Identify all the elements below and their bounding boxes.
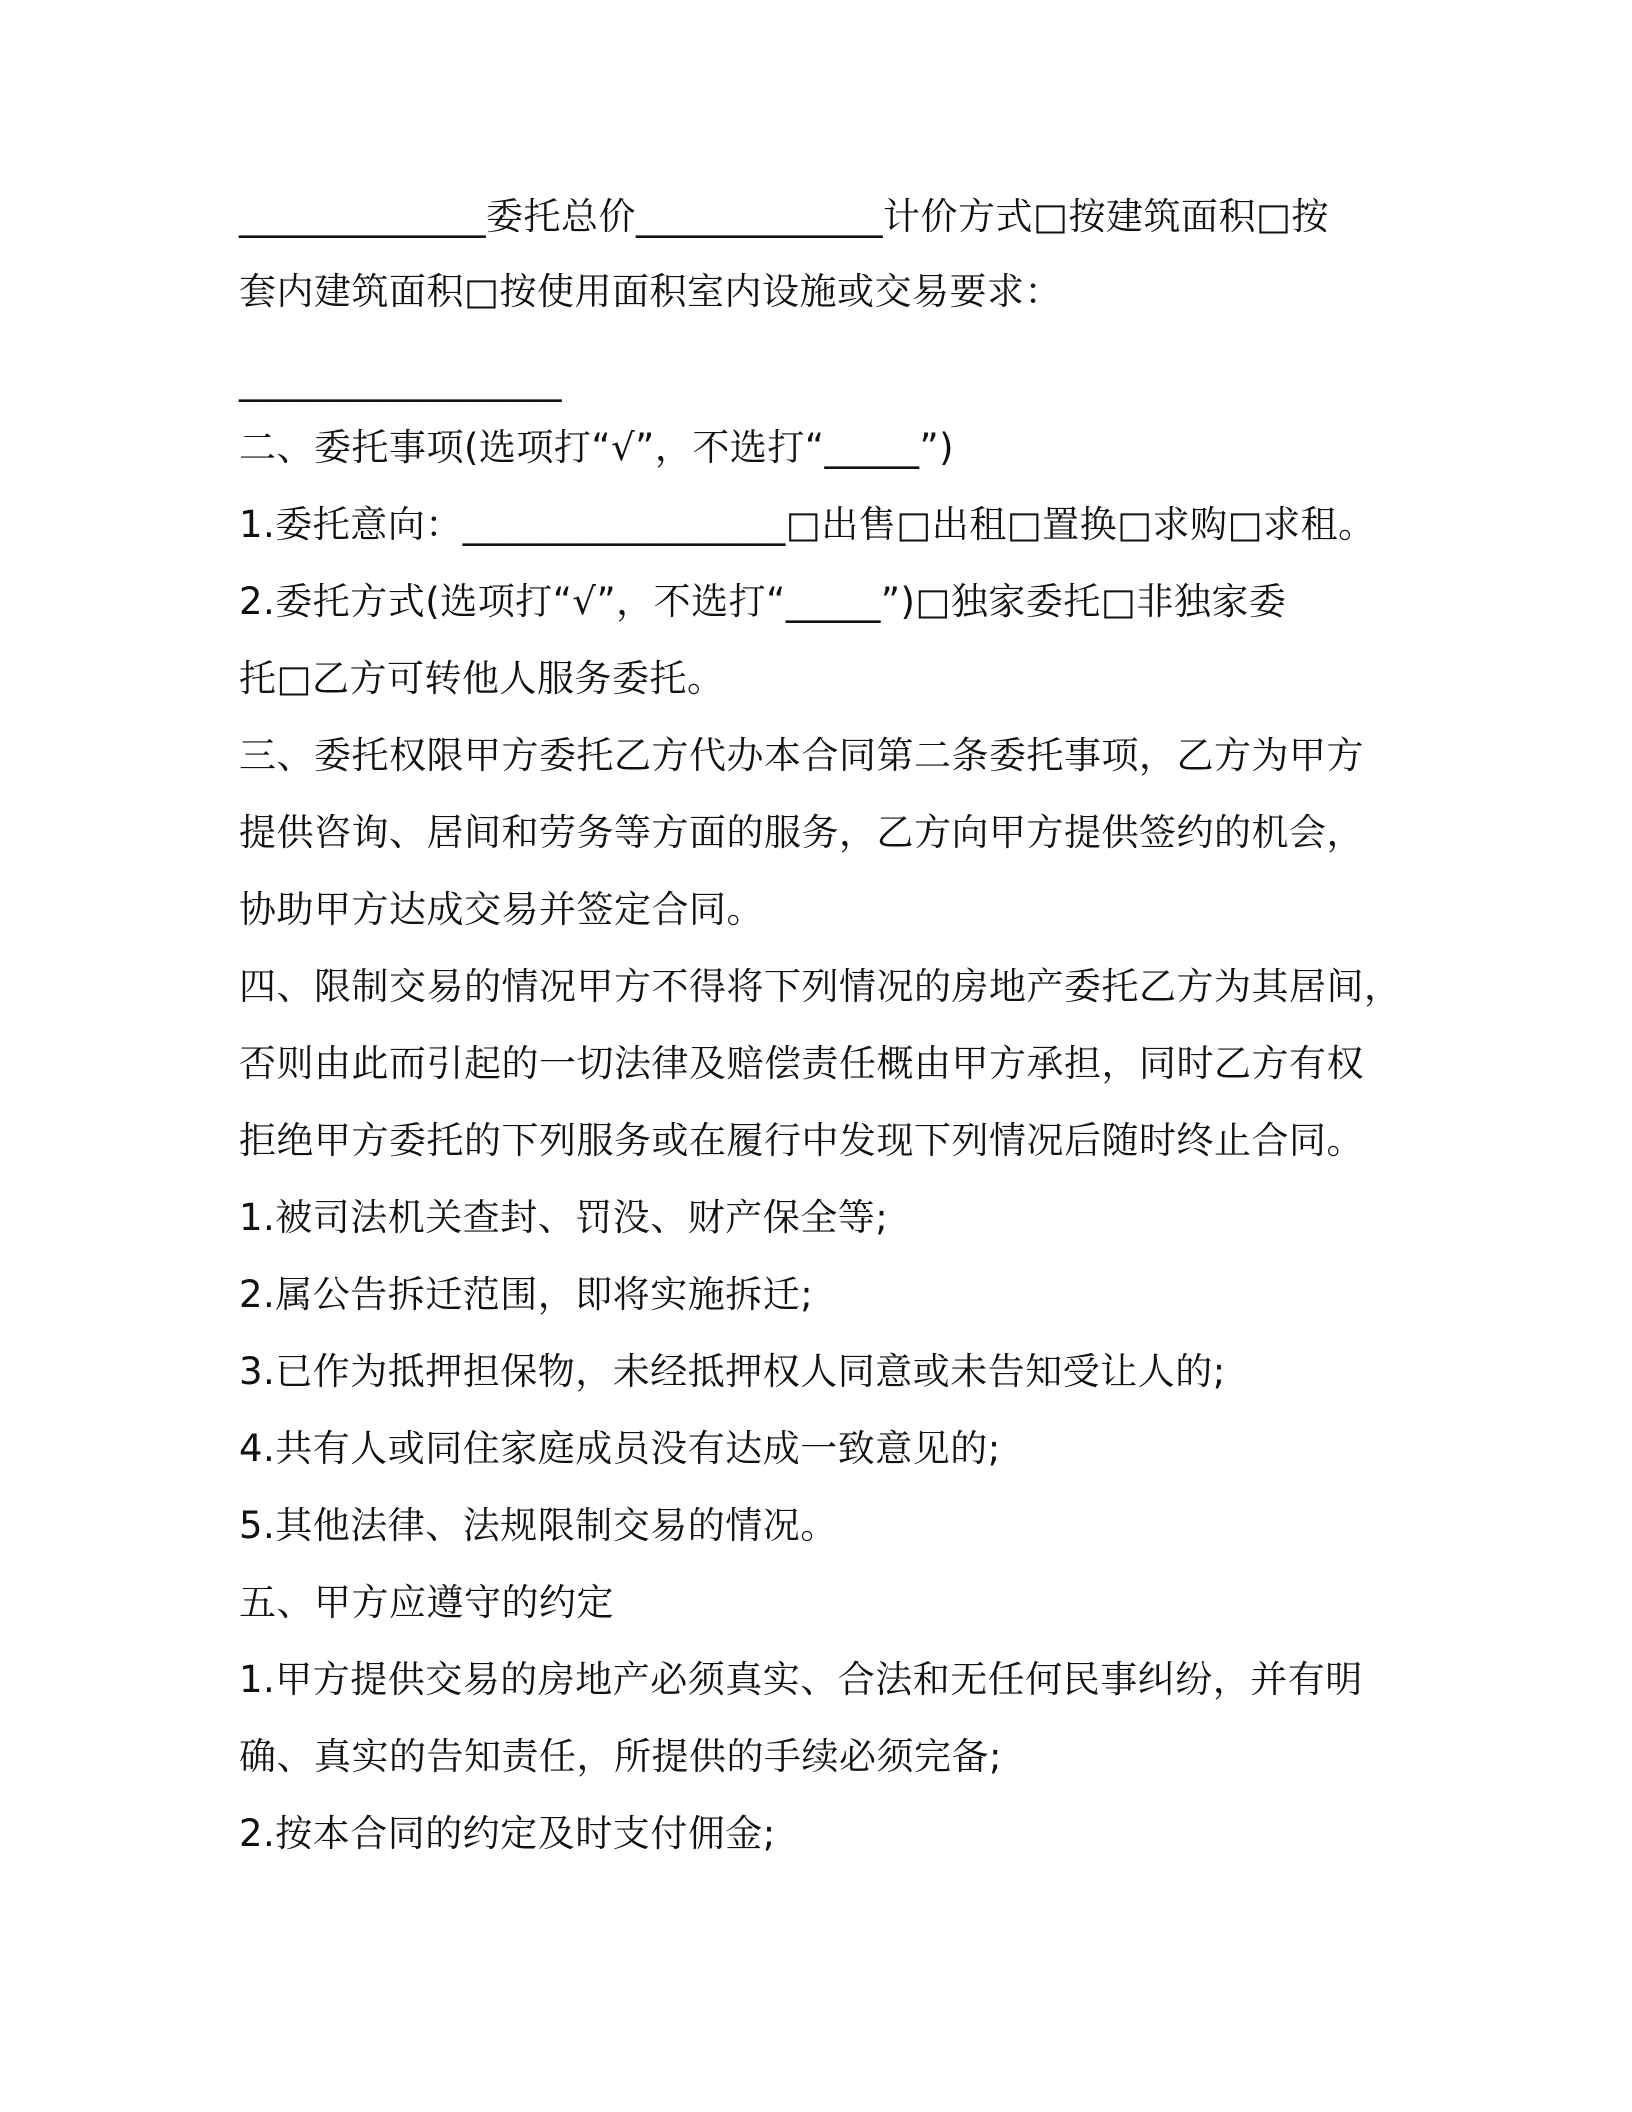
line-restriction-cont-1: 否则由此而引起的一切法律及赔偿责任概由甲方承担，同时乙方有权 — [239, 1042, 1364, 1085]
list-item-2: 2.属公告拆迁范围，即将实施拆迁; — [239, 1273, 814, 1316]
section-heading-4: 四、限制交易的情况甲方不得将下列情况的房地产委托乙方为其居间， — [239, 965, 1402, 1008]
line-method: 2.委托方式(选项打“√”，不选打“_____”)□独家委托□非独家委 — [239, 580, 1287, 623]
line-authority-cont-2: 协助甲方达成交易并签定合同。 — [239, 888, 764, 931]
line-method-cont: 托□乙方可转他人服务委托。 — [239, 657, 725, 700]
list-item-1: 1.被司法机关查封、罚没、财产保全等; — [239, 1196, 889, 1239]
list-item-5: 5.其他法律、法规限制交易的情况。 — [239, 1504, 838, 1547]
obligation-item-2: 2.按本合同的约定及时支付佣金; — [239, 1812, 776, 1855]
section-heading-2: 二、委托事项(选项打“√”，不选打“_____”) — [239, 426, 955, 469]
line-area-options: 套内建筑面积□按使用面积室内设施或交易要求： — [239, 270, 1062, 313]
section-heading-5: 五、甲方应遵守的约定 — [239, 1581, 614, 1624]
line-total-price: _____________委托总价_____________计价方式□按建筑面积□按 — [239, 195, 1329, 238]
list-item-4: 4.共有人或同住家庭成员没有达成一致意见的; — [239, 1427, 1001, 1470]
section-heading-3: 三、委托权限甲方委托乙方代办本合同第二条委托事项，乙方为甲方 — [239, 734, 1364, 777]
obligation-item-1: 1.甲方提供交易的房地产必须真实、合法和无任何民事纠纷，并有明 — [239, 1658, 1363, 1701]
line-intent: 1.委托意向：_________________□出售□出租□置换□求购□求租。 — [239, 503, 1376, 546]
line-authority-cont-1: 提供咨询、居间和劳务等方面的服务，乙方向甲方提供签约的机会， — [239, 811, 1364, 854]
line-restriction-cont-2: 拒绝甲方委托的下列服务或在履行中发现下列情况后随时终止合同。 — [239, 1119, 1364, 1162]
obligation-item-1-cont: 确、真实的告知责任，所提供的手续必须完备; — [239, 1735, 1002, 1778]
list-item-3: 3.已作为抵押担保物，未经抵押权人同意或未告知受让人的; — [239, 1350, 1226, 1393]
line-requirements-blank: _________________ — [239, 359, 562, 402]
